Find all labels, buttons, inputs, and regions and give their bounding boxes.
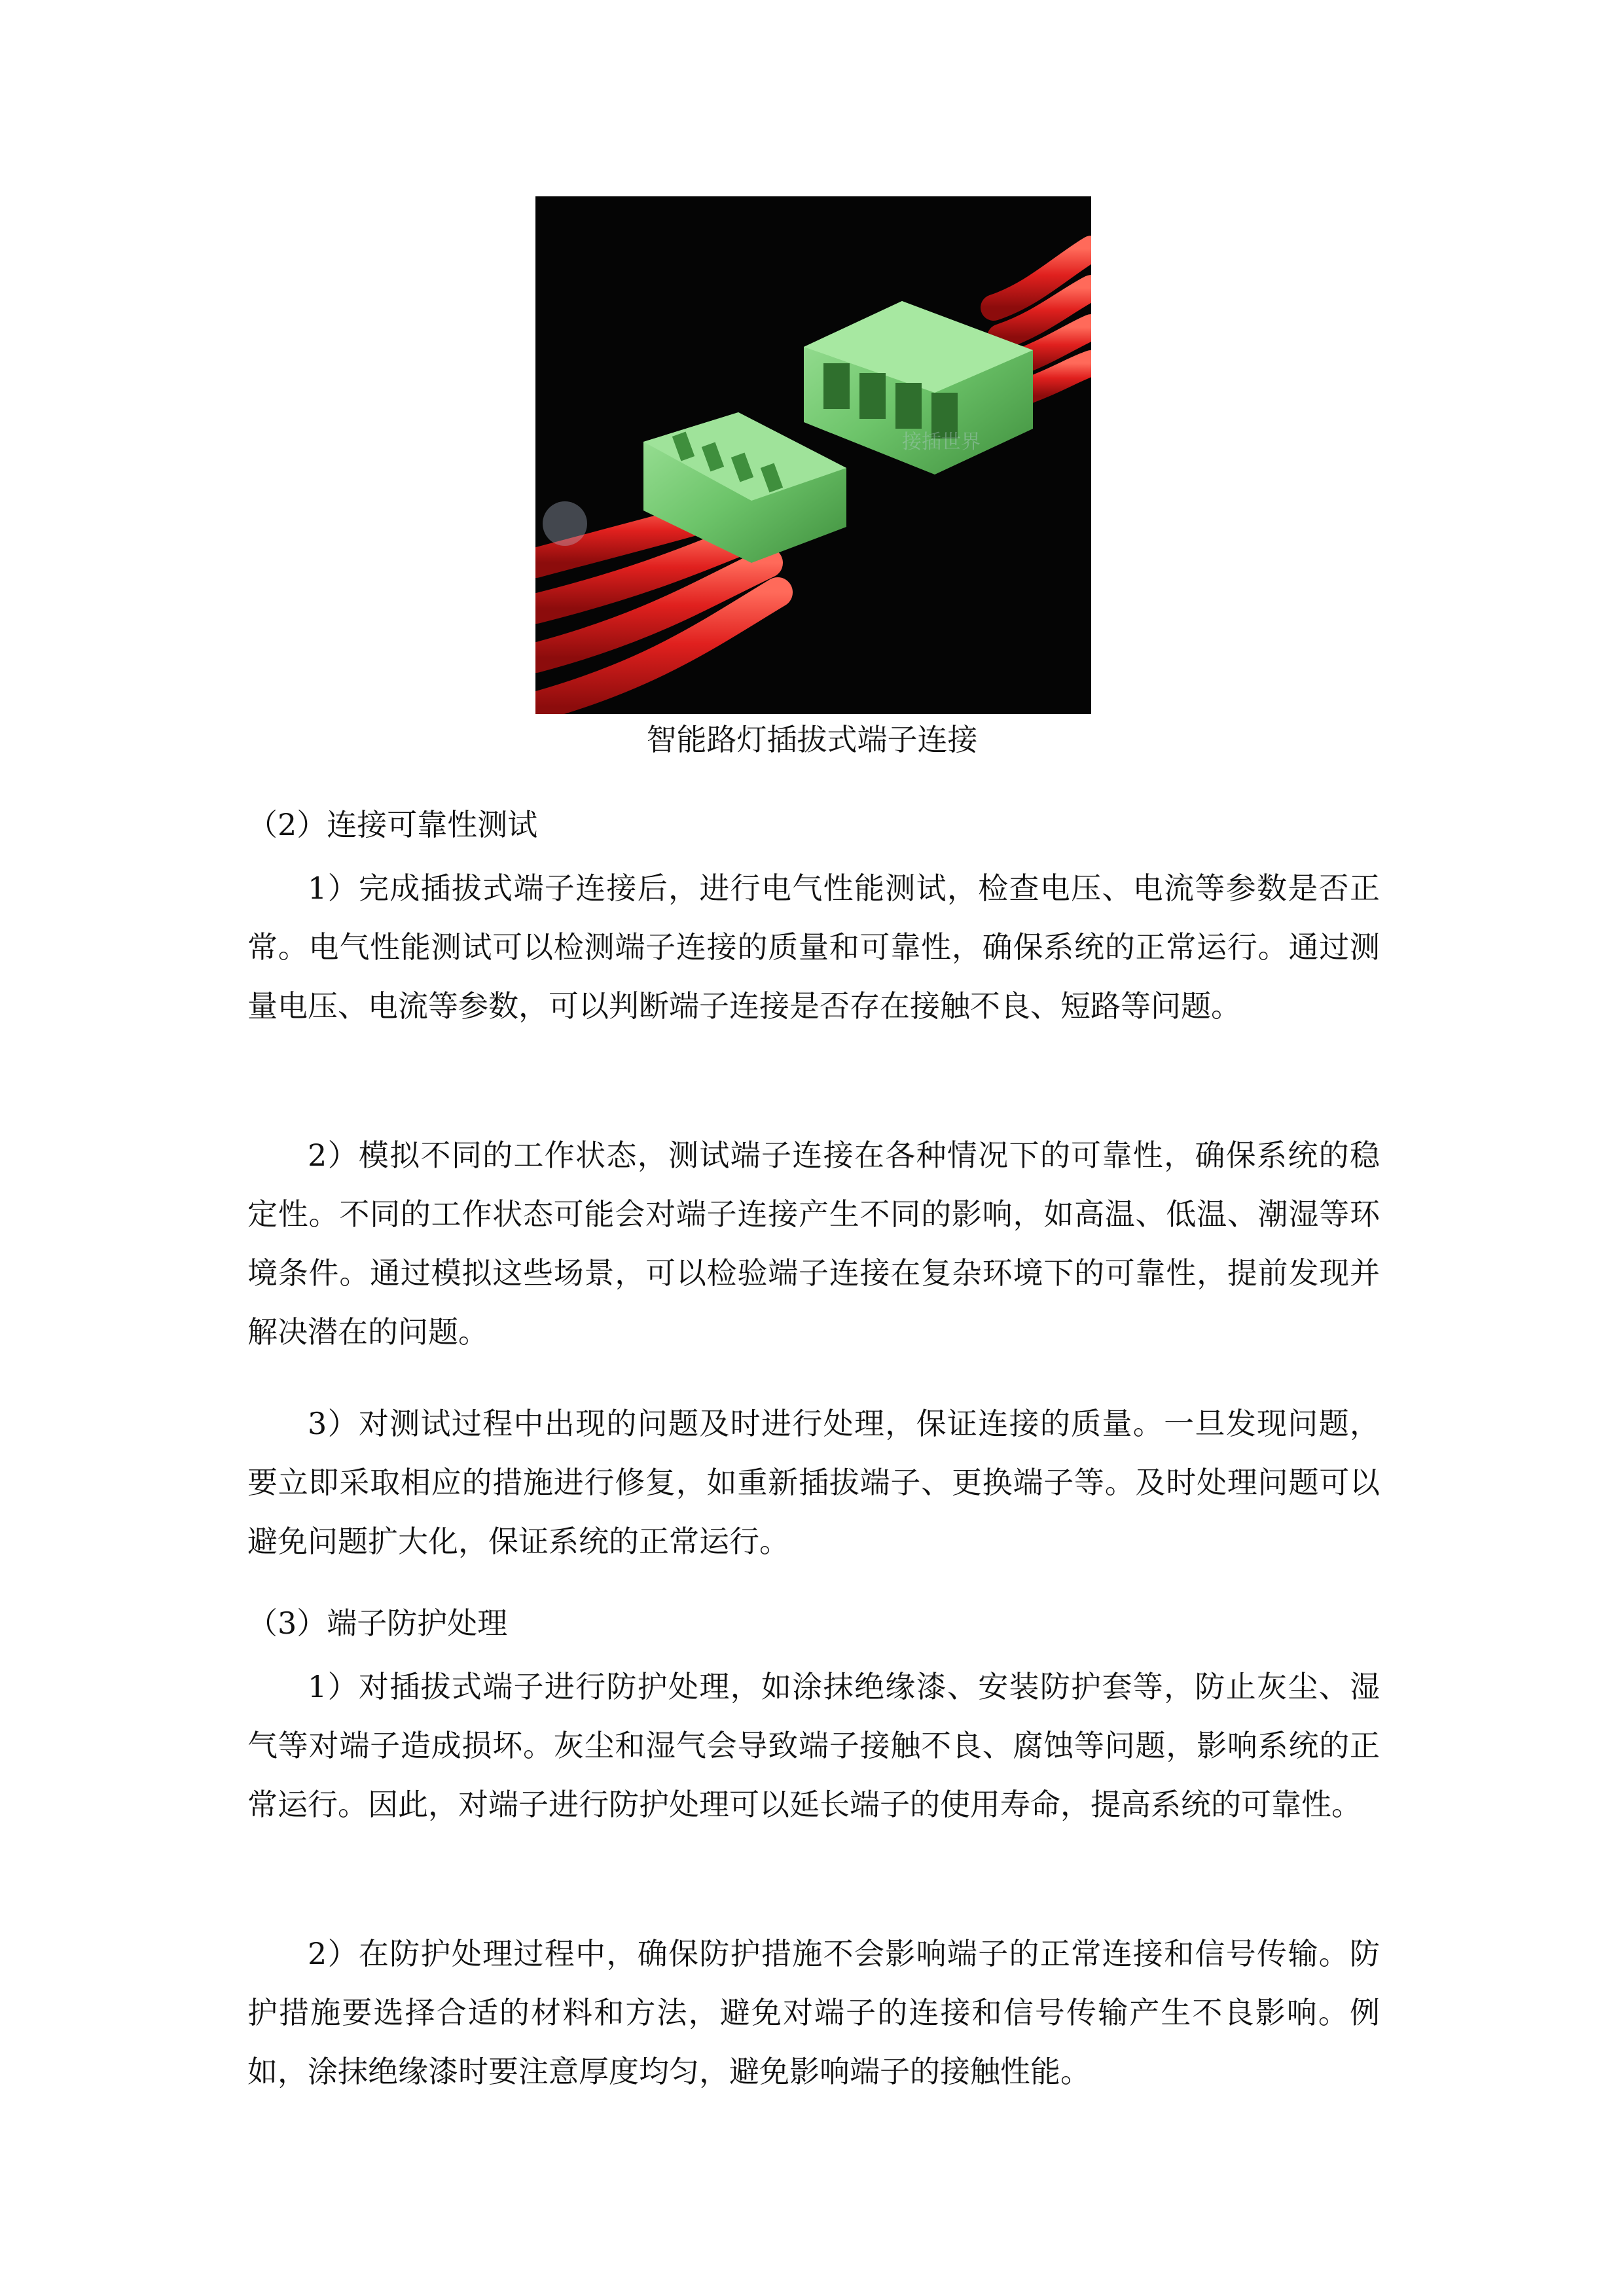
paragraph: 1）完成插拔式端子连接后，进行电气性能测试，检查电压、电流等参数是否正常。电气性能测试可以检测端子连接的质量和可靠性，确保系统的正常运行。通过测量电压、电流等参数，可以判断端子连接是否存在接触不良、短路等问题。 — [247, 870, 1380, 1024]
section-heading-reliability-test: （2）连接可靠性测试 — [247, 807, 538, 842]
section-heading-terminal-protection: （3）端子防护处理 — [247, 1605, 508, 1641]
connector-photo — [535, 196, 1091, 714]
connector-illustration — [535, 196, 1091, 714]
paragraph: 1）对插拔式端子进行防护处理，如涂抹绝缘漆、安装防护套等，防止灰尘、湿气等对端子造成损坏。灰尘和湿气会导致端子接触不良、腐蚀等问题，影响系统的正常运行。因此，对端子进行防护处理可以延长端子的使用寿命，提高系统的可靠性。 — [247, 1669, 1380, 1822]
figure-caption: 智能路灯插拔式端子连接 — [646, 722, 978, 757]
paragraph: 2）在防护处理过程中，确保防护措施不会影响端子的正常连接和信号传输。防护措施要选择合适的材料和方法，避免对端子的连接和信号传输产生不良影响。例如，涂抹绝缘漆时要注意厚度均匀，避免影响端子的接触性能。 — [247, 1936, 1380, 2089]
watermark-text: 接插世界 — [902, 431, 981, 453]
paragraph: 2）模拟不同的工作状态，测试端子连接在各种情况下的可靠性，确保系统的稳定性。不同的工作状态可能会对端子连接产生不同的影响，如高温、低温、潮湿等环境条件。通过模拟这些场景，可以检验端子连接在复杂环境下的可靠性，提前发现并解决潜在的问题。 — [247, 1138, 1380, 1350]
paragraph: 3）对测试过程中出现的问题及时进行处理，保证连接的质量。一旦发现问题，要立即采取相应的措施进行修复，如重新插拔端子、更换端子等。及时处理问题可以避免问题扩大化，保证系统的正常运行。 — [247, 1406, 1380, 1559]
